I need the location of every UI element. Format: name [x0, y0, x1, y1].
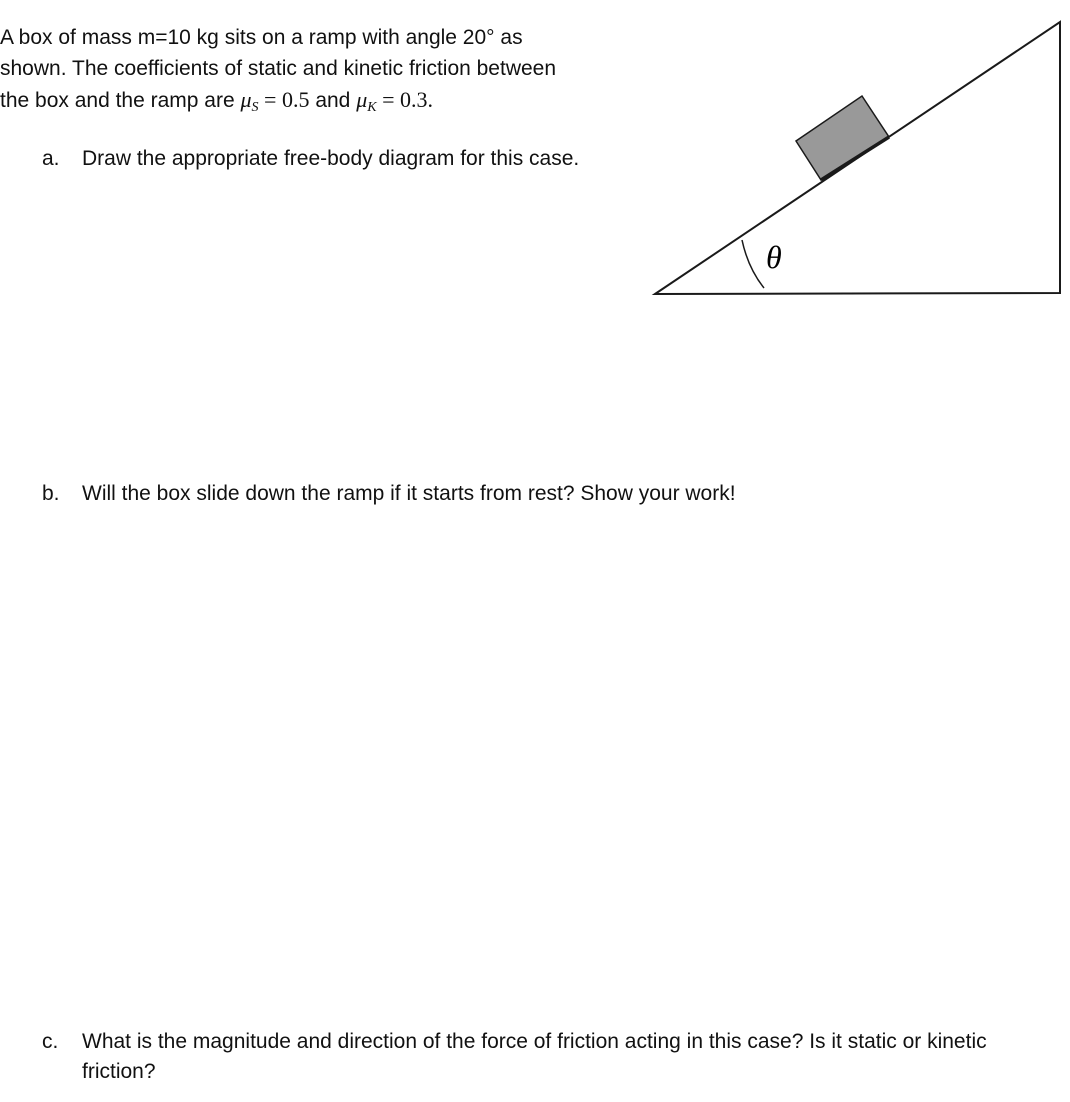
mu-s-subscript: S [251, 100, 259, 115]
question-c [42, 1027, 1032, 1087]
problem-statement [0, 22, 640, 116]
question-a-text: Draw the appropriate free-body diagram for this case. [82, 147, 580, 170]
question-a [42, 144, 642, 174]
angle-label: θ [766, 239, 782, 275]
problem-line-3 [0, 84, 640, 116]
mu-k-symbol: μ [356, 87, 368, 112]
mu-s-symbol: μ [240, 87, 252, 112]
mu-k-subscript: K [367, 100, 377, 115]
mu-s-expression [240, 87, 310, 115]
problem-line-1: A box of mass m=10 kg sits on a ramp with angle 20° as [0, 26, 523, 49]
problem-line-2: shown. The coefficients of static and kinetic friction between [0, 57, 557, 80]
question-b [42, 479, 942, 509]
question-c-text: What is the magnitude and direction of the force of friction acting in this case? Is it static or kinetic friction? [82, 1030, 987, 1083]
mu-k-value: = 0.3. [382, 87, 434, 112]
question-a-marker: a. [42, 147, 60, 170]
ramp-diagram [640, 10, 1066, 302]
mu-s-value: = 0.5 [264, 87, 310, 112]
question-c-marker: c. [42, 1030, 59, 1053]
question-b-marker: b. [42, 482, 60, 505]
angle-arc [742, 240, 764, 288]
problem-line-3-text: the box and the ramp are [0, 89, 235, 112]
mu-k-expression [356, 87, 434, 115]
connector-word: and [315, 89, 351, 112]
question-b-text: Will the box slide down the ramp if it starts from rest? Show your work! [82, 482, 736, 505]
